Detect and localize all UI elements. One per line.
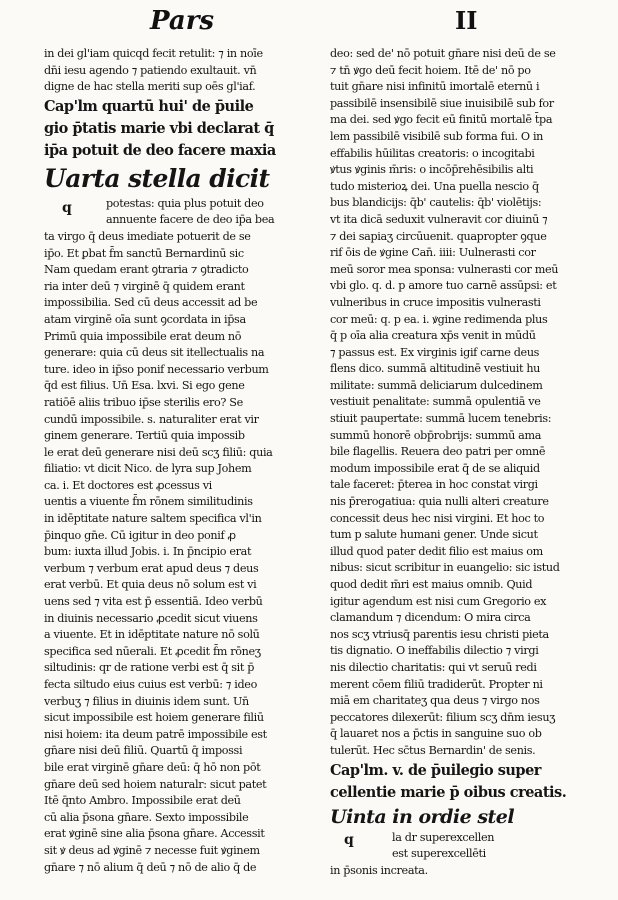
text-line: militate: summā deliciarum dulcedinem — [330, 378, 543, 392]
chapter-heading-5 — [330, 760, 598, 804]
drop-letter-5: q — [344, 831, 354, 848]
text-line: cor meū: q. p ea. i. ꝟgine redimenda plus — [330, 312, 548, 326]
text-line: ginem generare. Tertiū quia impossib — [44, 429, 245, 443]
text-line: bum: iuxta illud Jobis. i. In p̄ncipio erat — [44, 545, 252, 559]
text-line: vulneribus in cruce impositis vulnerasti — [330, 295, 541, 309]
text-line: ratiōē aliis tribuo ip̄se sterilis ero? Se — [44, 395, 243, 409]
running-head-left: Pars — [150, 6, 215, 36]
text-line: nos scʒ vtriusq̄ parentis iesu christi pieta — [330, 627, 549, 641]
text-line: Primū quia impossibile erat deum nō — [44, 329, 242, 343]
chapter-heading-line: cellentie marie p̄ oibus creatis. — [330, 783, 567, 801]
text-line: est superexcellēti — [392, 847, 486, 861]
drop-lines-4 — [44, 196, 306, 229]
text-line: uens sed ⁊ vita est p̄ essentiā. Ideo verbū — [44, 595, 263, 609]
text-line: ma dei. sed ꝟgo fecit eū finitū mortalē t̄pa — [330, 113, 553, 127]
text-line: in idēptitate nature saltem specifica vl'in — [44, 512, 262, 526]
text-line: potestas: quia plus potuit deo — [106, 196, 264, 210]
chapter-heading-line: ip̄a potuit de deo facere maxia — [44, 141, 276, 159]
text-line: quod dedit m̄ri est maius omnib. Quid — [330, 578, 533, 591]
text-line: tudo misterioꝝ dei. Una puella nescio q̄ — [330, 179, 539, 193]
text-line: gn̄are nisi deū filiū. Quartū q̄ impossi — [44, 744, 243, 758]
text-line: gn̄are deū sed hoiem naturalr: sicut patet — [44, 777, 267, 791]
text-line: tis dignatio. O ineffabilis dilectio ⁊ virgi — [330, 644, 539, 658]
text-line: q̄ p oīa alia creatura xp̄s venit in mūdū — [330, 329, 536, 343]
text-line: nis dilectio charitatis: qui vt seruū redi — [330, 660, 537, 674]
text-line: sit ꝟ deus ad ꝟginē ⁊ necesse fuit ꝟginem — [44, 843, 260, 857]
text-line: tale faceret: p̄terea in hoc constat virgi — [330, 478, 538, 492]
right-column — [330, 46, 598, 879]
text-line: erat ꝟginē sine alia p̄sona gn̄are. Accessit — [44, 827, 265, 841]
chapter-heading-line: Cap'lm quartū hui' de p̄uile — [44, 97, 254, 115]
text-line: verbum ⁊ verbum erat apud deus ⁊ deus — [44, 561, 259, 575]
text-line: ꝟtus ꝟginis m̄ris: o incōp̄rehēsibilis alti — [330, 163, 534, 177]
text-line: dn̄i iesu agendo ⁊ patiendo exultauit. vn̄ — [44, 63, 257, 77]
text-line: vestiuit penalitate: summā opulentiā ve — [330, 395, 541, 409]
text-line: bile erat virginē gn̄are deū: q̄ hō non pōt — [44, 760, 261, 774]
text-line: nis p̄rerogatiua: quia nulli alteri creature — [330, 495, 549, 509]
text-line: lem passibilē visibilē sub forma fui. O in — [330, 129, 544, 143]
text-line: peccatores dilexerūt: filium scʒ dn̄m iesuʒ — [330, 710, 556, 724]
text-line: vbi glo. q. d. p amore tuo carnē assūpsi: et — [330, 279, 557, 293]
text-line: atam virginē oīa sunt ꝯcordata in ip̄sa — [44, 312, 246, 326]
text-line: in dei gl'iam quicqd fecit retulit: ⁊ in noīe — [44, 47, 263, 60]
text-line: filiatio: vt dicit Nico. de lyra sup Johem — [44, 462, 252, 476]
text-line: ⁊ passus est. Ex virginis igif carne deus — [330, 345, 540, 359]
text-line: p̄inquo gn̄e. Cū igitur in deo ponif ꝓ — [44, 528, 236, 542]
left-top-lines — [44, 46, 306, 96]
text-line: cundū impossibile. s. naturaliter erat vir — [44, 412, 259, 426]
text-line: uentis a viuente f̄m rōnem similitudinis — [44, 495, 253, 509]
text-line: concessit deus hec nisi virgini. Et hoc to — [330, 511, 545, 525]
text-line: in diuinis necessario ꝓcedit sicut viuens — [44, 611, 258, 625]
text-line: modum impossibile erat q̄ de se aliquid — [330, 461, 540, 475]
text-line: summū honorē obp̄robrijs: summū ama — [330, 428, 542, 442]
text-line: ta virgo q̄ deus imediate potuerit de se — [44, 229, 251, 243]
text-line: q̄ lauaret nos a p̄ctis in sanguine suo ob — [330, 727, 542, 741]
text-line: nibus: sicut scribitur in euangelio: sic istud — [330, 561, 560, 575]
text-line: deo: sed de' nō potuit gn̄are nisi deū de se — [330, 47, 556, 60]
text-line: fecta siltudo eius cuius est verbū: ⁊ ideo — [44, 678, 257, 691]
running-head-right: II — [455, 6, 478, 35]
text-line: Itē q̄nto Ambro. Impossibile erat deū — [44, 794, 241, 808]
text-line: a viuente. Et in idēptitate nature nō solū — [44, 628, 260, 642]
text-line: bile flagellis. Reuera deo patri per omnē — [330, 445, 546, 459]
text-line: erat verbū. Et quia deus nō solum est vi — [44, 578, 257, 592]
stella-title-5: Uinta in ordie stel — [330, 805, 515, 828]
text-line: siltudinis: qr de ratione verbi est q̄ sit p̄ — [44, 661, 255, 675]
drop-letter-4: q — [62, 199, 72, 216]
drop-cap-block-4 — [44, 196, 306, 229]
text-line: ⁊ tn̄ ꝟgo deū fecit hoiem. Itē de' nō po — [330, 63, 531, 77]
text-line: igitur agendum est nisi cum Gregorio ex — [330, 594, 547, 608]
text-line: nisi hoiem: ita deum patrē impossibile est — [44, 727, 267, 741]
text-line: digne de hac stella meriti sup oēs gl'iaf. — [44, 80, 256, 94]
text-line: tuit gn̄are nisi infinitū imortalē eternū i — [330, 80, 540, 94]
chapter-heading-line: Cap'lm. v. de p̄uilegio super — [330, 761, 541, 779]
left-column — [44, 46, 306, 876]
right-body-lines — [330, 46, 598, 760]
left-body-lines — [44, 229, 306, 876]
text-line: generare: quia cū deus sit itellectualis na — [44, 346, 265, 360]
drop-cap-block-5 — [330, 830, 598, 863]
text-line: ⁊ dei sapiaʒ circūuenit. quapropter ꝯque — [330, 229, 547, 243]
drop-lines-5 — [330, 830, 598, 863]
text-line: flens dico. summā altitudinē vestiuit hu — [330, 362, 541, 376]
text-line: impossibilia. Sed cū deus accessit ad be — [44, 296, 258, 310]
text-line: merent cōem filiū tradiderūt. Propter ni — [330, 677, 543, 691]
text-line: ture. ideo in ip̄so ponif necessario verbum — [44, 362, 269, 376]
chapter-heading-4 — [44, 96, 306, 162]
text-line: verbuʒ ⁊ filius in diuinis idem sunt. Un̄ — [44, 694, 249, 708]
text-line: la dr superexcellen — [392, 830, 495, 844]
text-line: le erat deū generare nisi deū scʒ filiū: quia — [44, 445, 273, 459]
text-line: meū soror mea sponsa: vulnerasti cor meū — [330, 262, 559, 276]
text-line: bus blandicijs: q̄b' cautelis: q̄b' violētijs: — [330, 196, 542, 210]
text-line: stiuit paupertate: summā lucem tenebris: — [330, 412, 552, 426]
text-line: ip̄o. Et ꝑbat f̄m sanctū Bernardinū sic — [44, 246, 244, 260]
text-line: annuente facere de deo ip̄a bea — [106, 213, 275, 227]
text-line: ca. i. Et doctores est ꝓcessus vi — [44, 478, 212, 492]
text-line: effabilis hūilitas creatoris: o incogitabi — [330, 146, 535, 160]
text-line: rif ōis de ꝟgine Can̄. iiii: Uulnerasti cor — [330, 246, 536, 260]
right-last-line: in p̄sonis increata. — [330, 863, 428, 877]
text-line: sicut impossibile est hoiem generare filiū — [44, 711, 264, 725]
text-line: clamandum ⁊ dicendum: O mira circa — [330, 611, 531, 625]
text-line: ria inter deū ⁊ virginē q̄ quidem erant — [44, 279, 245, 293]
text-line: miā em charitateʒ qua deus ⁊ virgo nos — [330, 694, 540, 708]
text-line: Nam quedam erant ꝯtraria ⁊ ꝯtradicto — [44, 263, 249, 277]
text-line: specifica sed nūerali. Et ꝓcedit f̄m rōneʒ — [44, 644, 261, 658]
text-line: tulerūt. Hec sc̄tus Bernardin' de senis. — [330, 743, 536, 757]
text-line: vt ita dicā seduxit vulneravit cor diuinū ⁊ — [330, 212, 548, 226]
chapter-heading-line: gio p̄tatis marie vbi declarat q̄ — [44, 119, 274, 137]
stella-title-4: Uarta stella dicit — [44, 163, 270, 193]
text-line: illud quod pater dedit filio est maius om — [330, 544, 543, 558]
text-line: cū alia p̄sona gn̄are. Sexto impossibile — [44, 810, 249, 824]
text-line: passibilē insensibilē siue inuisibilē sub for — [330, 96, 554, 110]
text-line: gn̄are ⁊ nō alium q̄ deū ⁊ nō de alio q̄ de — [44, 860, 257, 874]
text-line: q̄d est filius. Un̄ Esa. lxvi. Si ego gene — [44, 379, 245, 393]
text-line: tum p salute humani gener. Unde sicut — [330, 528, 538, 542]
